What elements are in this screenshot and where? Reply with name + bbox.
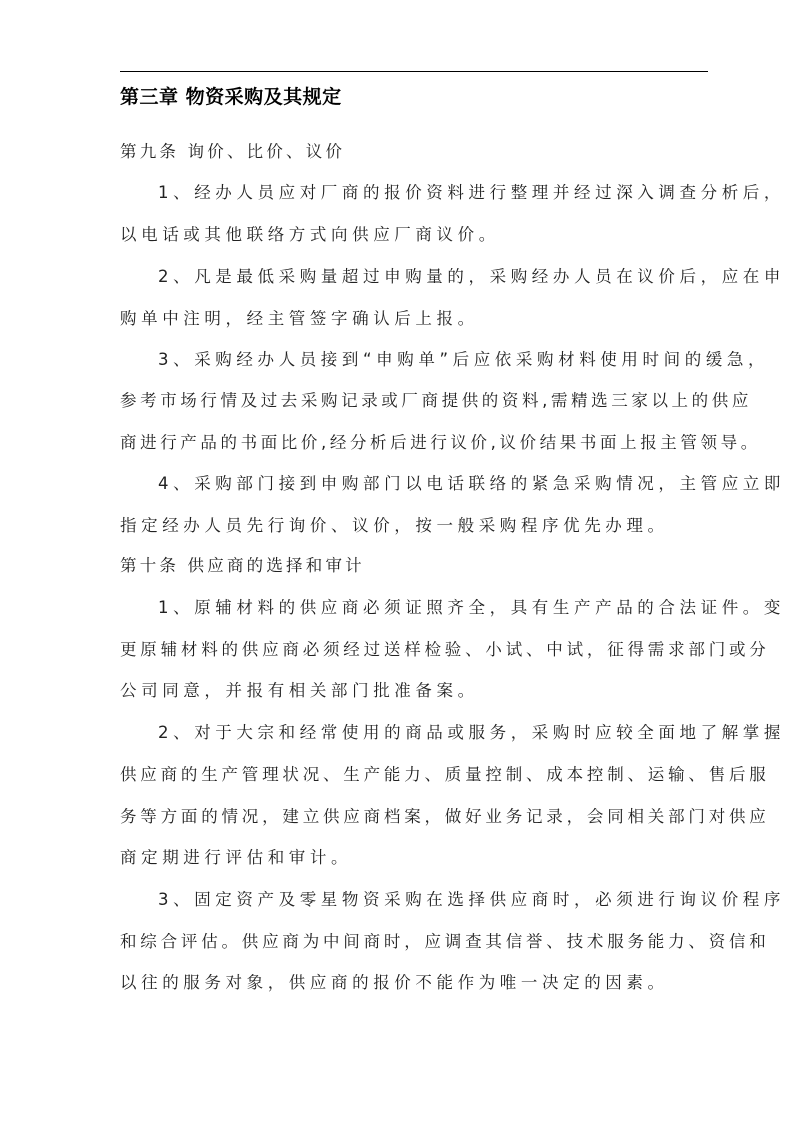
paragraph-line: 公司同意，并报有相关部门批准备案。 (120, 681, 479, 700)
article-title: 第九条 询价、比价、议价 (120, 142, 346, 161)
paragraph-line: 务等方面的情况，建立供应商档案，做好业务记录，会同相关部门对供应 (120, 807, 770, 826)
article-title: 第十条 供应商的选择和审计 (120, 556, 365, 575)
paragraph-line: 供应商的生产管理状况、生产能力、质量控制、成本控制、运输、售后服 (120, 765, 770, 784)
paragraph-line: 指定经办人员先行询价、议价，按一般采购程序优先办理。 (120, 516, 669, 535)
paragraph-line: 1、经办人员应对厂商的报价资料进行整理并经过深入调查分析后， (158, 183, 785, 202)
paragraph-line: 1、原辅材料的供应商必须证照齐全，具有生产产品的合法证件。变 (158, 598, 785, 617)
paragraph-line: 购单中注明，经主管签字确认后上报。 (120, 309, 479, 328)
paragraph-line: 3、固定资产及零星物资采购在选择供应商时，必须进行询议价程序 (158, 890, 785, 909)
paragraph-line: 商进行产品的书面比价,经分析后进行议价,议价结果书面上报主管领导。 (120, 433, 761, 452)
paragraph-line: 2、对于大宗和经常使用的商品或服务，采购时应较全面地了解掌握 (158, 723, 785, 742)
paragraph-line: 以往的服务对象，供应商的报价不能作为唯一决定的因素。 (120, 973, 669, 992)
paragraph-line: 4、采购部门接到申购部门以电话联络的紧急采购情况，主管应立即 (158, 474, 785, 493)
paragraph-line: 3、采购经办人员接到“申购单”后应依采购材料使用时间的缓急， (158, 350, 770, 369)
paragraph-line: 以电话或其他联络方式向供应厂商议价。 (120, 225, 500, 244)
header-rule (120, 71, 708, 72)
paragraph-line: 商定期进行评估和审计。 (120, 848, 353, 867)
chapter-title: 第三章 物资采购及其规定 (120, 86, 342, 108)
paragraph-line: 更原辅材料的供应商必须经过送样检验、小试、中试，征得需求部门或分 (120, 640, 770, 659)
paragraph-line: 2、凡是最低采购量超过申购量的，采购经办人员在议价后，应在申 (158, 267, 785, 286)
paragraph-line: 和综合评估。供应商为中间商时，应调查其信誉、技术服务能力、资信和 (120, 932, 770, 951)
paragraph-line: 参考市场行情及过去采购记录或厂商提供的资料,需精选三家以上的供应 (120, 391, 752, 410)
